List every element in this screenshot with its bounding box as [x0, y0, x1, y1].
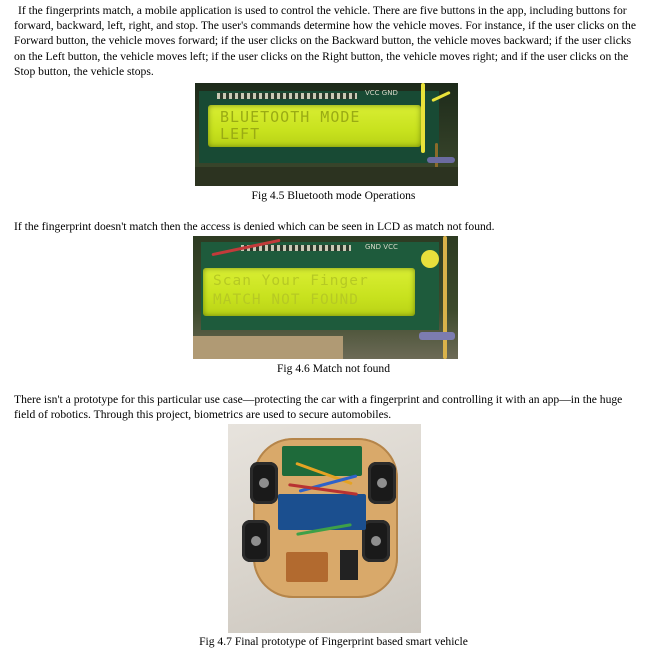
lcd-line-1: Scan Your Finger	[213, 273, 369, 289]
fingerprint-sensor-board	[286, 552, 328, 582]
paragraph-prototype-summary: There isn't a prototype for this particular use case—protecting the car with a fingerprint and controlling it with an app—in the huge field of robotics. Through this project, biometrics are used to secure automobiles.	[14, 393, 623, 422]
sensor-module	[340, 550, 358, 580]
figure-bluetooth-lcd-photo	[195, 83, 458, 186]
rear-right-wheel	[362, 520, 390, 562]
ribbon-wires	[419, 332, 455, 340]
paragraph-access-denied: If the fingerprint doesn't match then the access is denied which can be seen in LCD as match not found.	[14, 220, 495, 233]
figure-4-5-caption: Fig 4.5 Bluetooth mode Operations	[251, 189, 416, 202]
ribbon-wires	[427, 157, 455, 163]
arduino-board	[278, 494, 366, 530]
figure-4-7-caption: Fig 4.7 Final prototype of Fingerprint based smart vehicle	[199, 635, 468, 648]
figure-final-prototype-photo	[228, 424, 421, 633]
yellow-wire	[443, 236, 447, 359]
wooden-base	[193, 336, 343, 359]
lcd-screen	[203, 268, 415, 316]
lcd-line-1: BLUETOOTH MODE	[220, 108, 361, 126]
yellow-connector	[421, 250, 439, 268]
front-right-wheel	[368, 462, 396, 504]
yellow-wire	[421, 83, 425, 153]
paragraph-app-control: If the fingerprints match, a mobile application is used to control the vehicle. There are five buttons in the app, including buttons for forward, backward, left, right, and stop. The user's commands determine how the vehicle moves. For instance, if the user clicks on the Forward button, the vehicle moves forward; if the user clicks on the Backward button, the vehicle moves backward; if the user clicks on the Left button, the vehicle moves left; if the user clicks on the Right button, the vehicle moves right; and if the user clicks on the Stop button, the vehicle stops.	[14, 4, 636, 78]
figure-4-6-caption: Fig 4.6 Match not found	[276, 362, 391, 375]
figure-match-not-found-lcd-photo	[193, 236, 458, 359]
board-label: VCC GND	[365, 89, 398, 97]
rear-left-wheel	[242, 520, 270, 562]
front-left-wheel	[250, 462, 278, 504]
lcd-line-2: LEFT	[220, 125, 261, 143]
lcd-header-pins	[217, 93, 357, 99]
lcd-line-2: MATCH NOT FOUND	[213, 292, 359, 308]
board-edge	[195, 167, 458, 186]
board-label: GND VCC	[365, 243, 398, 251]
lcd-screen	[208, 105, 421, 147]
